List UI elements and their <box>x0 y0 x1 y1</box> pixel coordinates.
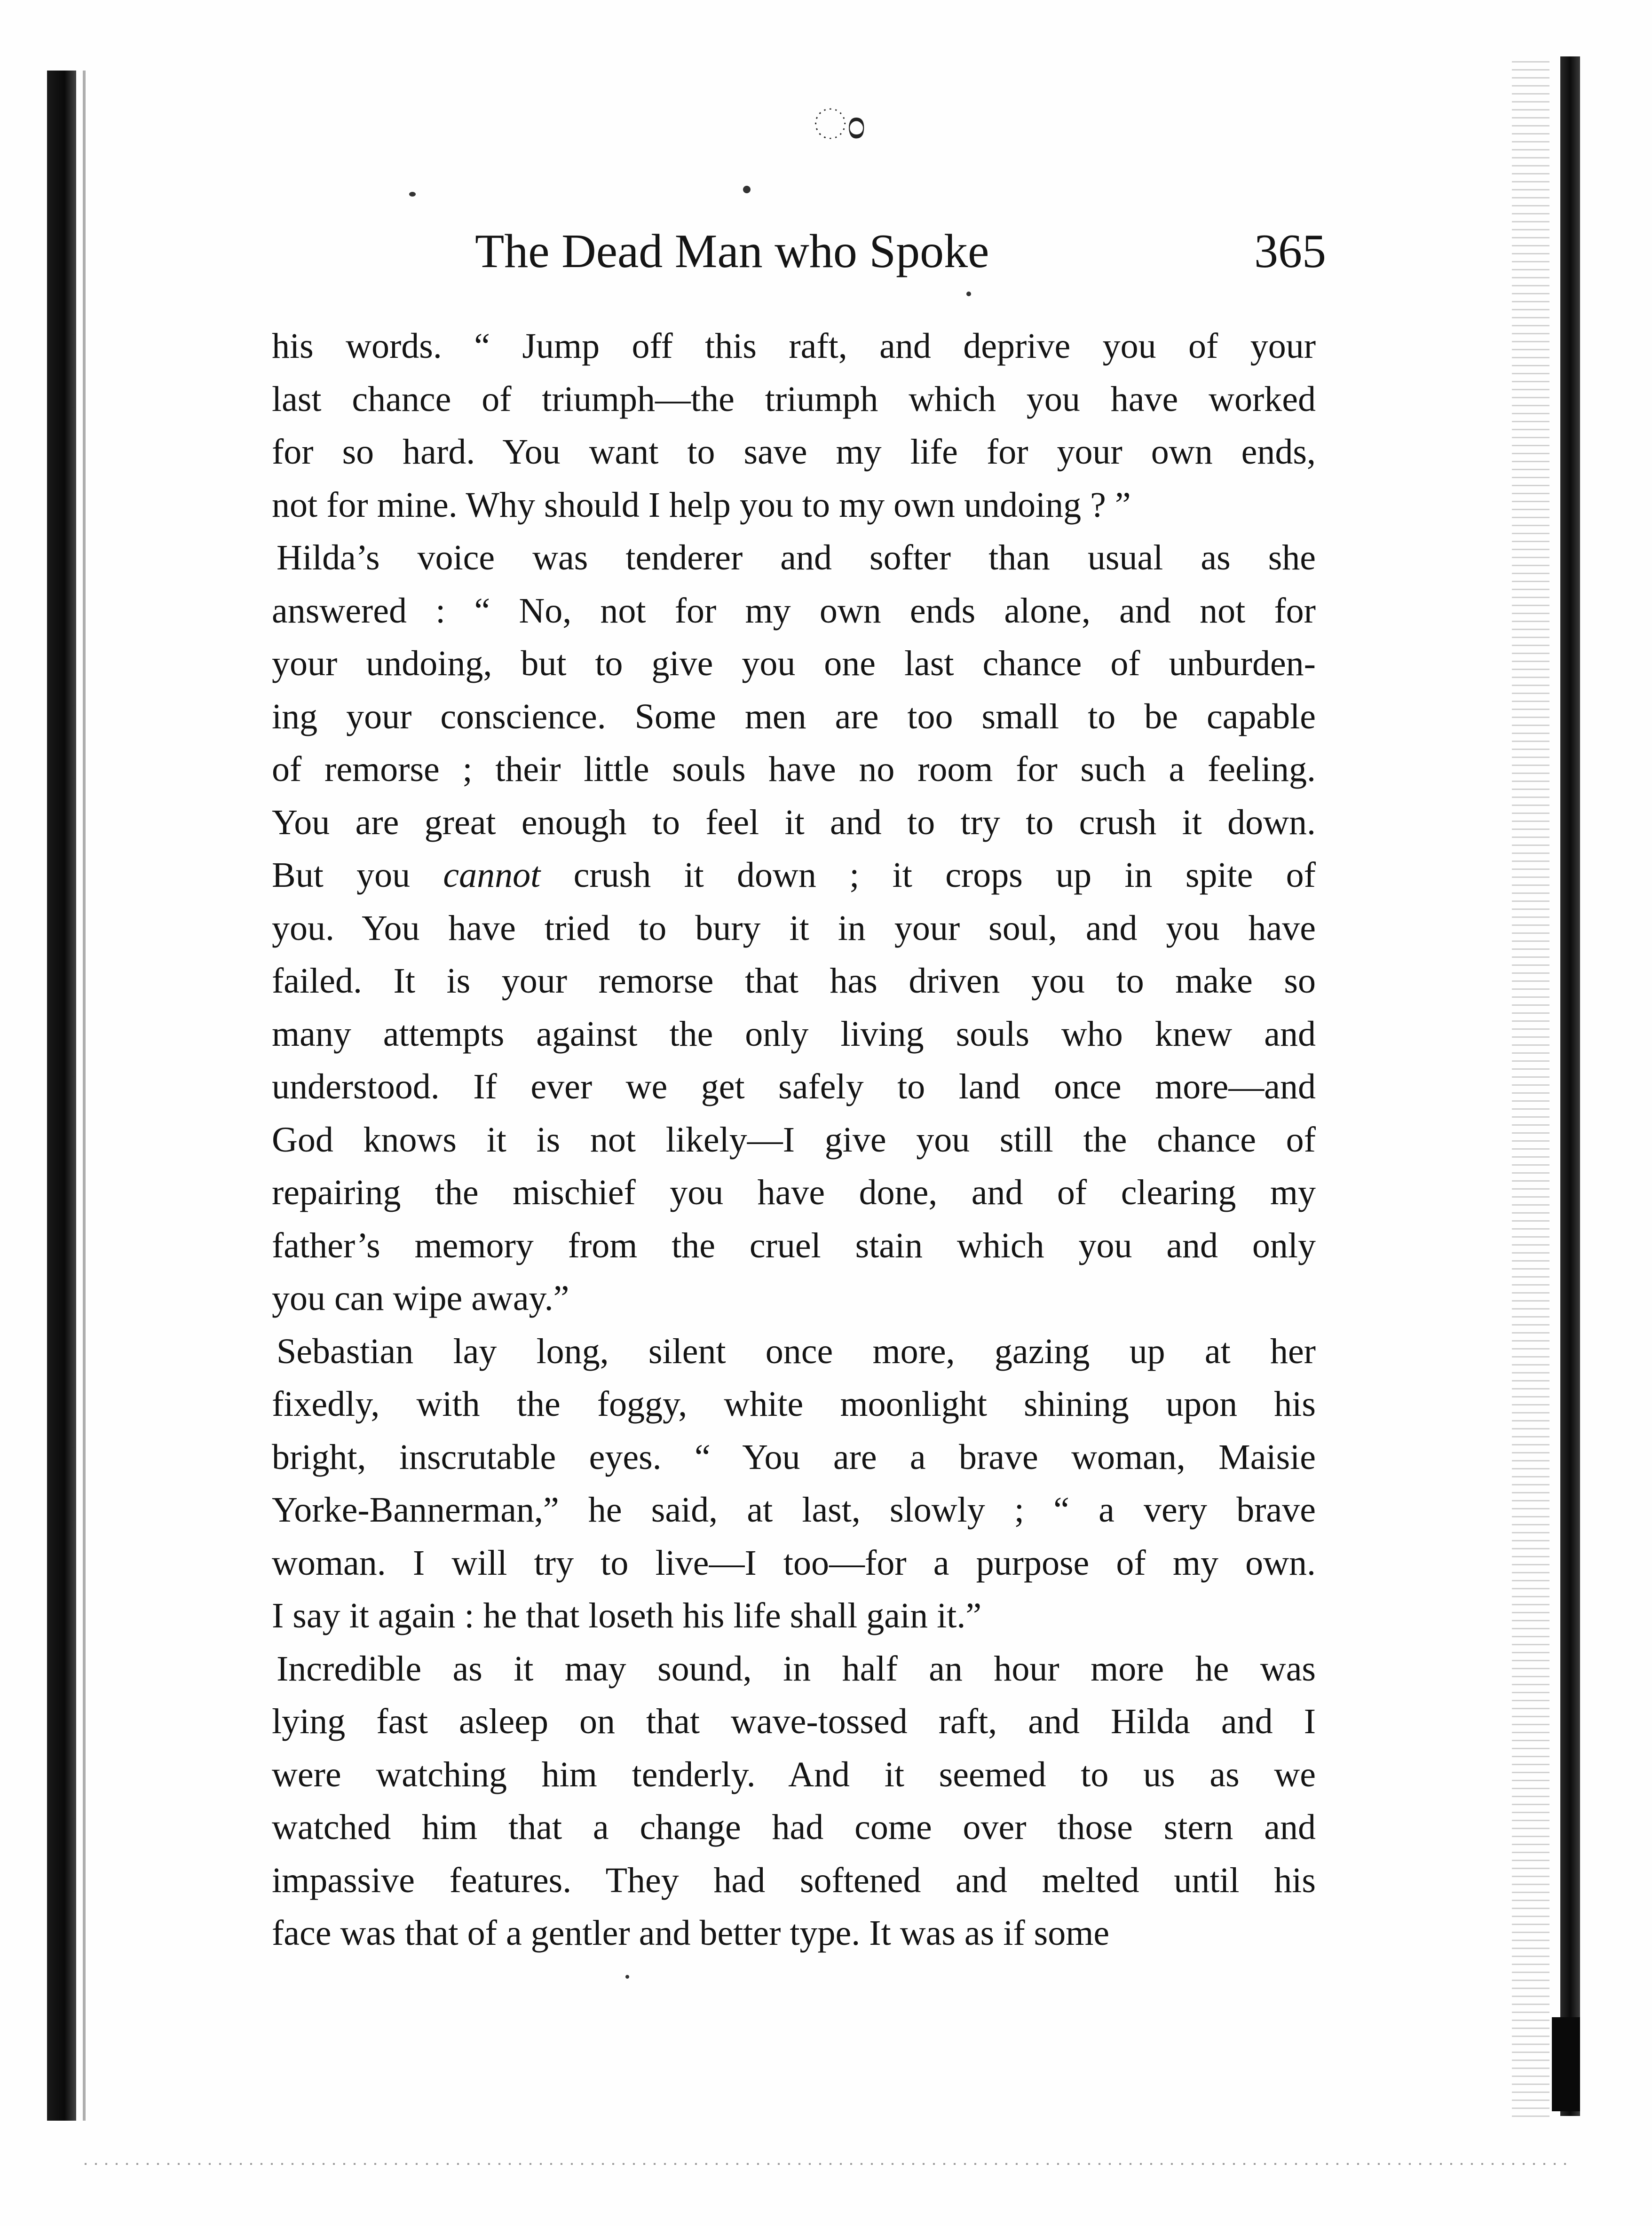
text-line: Yorke-Bannerman,” he said, at last, slowly ; “ a very brave <box>272 1490 1316 1530</box>
text-line: you. You have tried to bury it in your soul, and you have <box>272 908 1316 948</box>
page-edge-right-block <box>1552 2017 1580 2111</box>
body-text <box>272 320 1316 1960</box>
text-line: answered : “ No, not for my own ends alone, and not for <box>272 591 1316 631</box>
running-title: The Dead Man who Spoke <box>475 225 989 278</box>
text-line: bright, inscrutable eyes. “ You are a brave woman, Maisie <box>272 1437 1316 1477</box>
page-edge-right <box>1560 56 1580 2116</box>
text-line: not for mine. Why should I help you to my own undoing ? ” <box>272 485 1131 525</box>
text-line: woman. I will try to live—I too—for a purpose of my own. <box>272 1543 1316 1583</box>
text-line: his words. “ Jump off this raft, and deprive you of your <box>272 326 1316 366</box>
text-line: face was that of a gentler and better type. It was as if some <box>272 1913 1110 1953</box>
binding-line-left <box>83 71 86 2121</box>
running-header <box>475 221 1326 282</box>
text-line: You are great enough to feel it and to try to crush it down. <box>272 802 1316 842</box>
ink-smudge-ornament: ಂ <box>814 101 866 148</box>
text-line: I say it again : he that loseth his life shall gain it.” <box>272 1596 982 1635</box>
scan-noise-right <box>1512 61 1549 2121</box>
ink-speck <box>743 186 751 193</box>
binding-shadow-left <box>47 71 76 2121</box>
text-line: were watching him tenderly. And it seemed to us as we <box>272 1754 1316 1794</box>
page-number: 365 <box>1254 225 1326 278</box>
text-line: last chance of triumph—the triumph which you have worked <box>272 379 1316 419</box>
text-line: ing your conscience. Some men are too small to be capable <box>272 696 1316 736</box>
ink-speck <box>625 1975 629 1979</box>
text-line: for so hard. You want to save my life for your own ends, <box>272 432 1316 472</box>
text-line: you can wipe away.” <box>272 1279 569 1318</box>
text-line: lying fast asleep on that wave-tossed raft, and Hilda and I <box>272 1702 1316 1741</box>
text-line <box>272 849 1316 902</box>
text-line: repairing the mischief you have done, and of clearing my <box>272 1173 1316 1212</box>
text-line: your undoing, but to give you one last chance of unburden- <box>272 644 1316 683</box>
text-line: Incredible as it may sound, in half an hour more he was <box>277 1649 1316 1689</box>
text-line: of remorse ; their little souls have no room for such a feeling. <box>272 750 1316 789</box>
text-line: father’s memory from the cruel stain which you and only <box>272 1225 1316 1265</box>
ink-speck <box>409 192 416 197</box>
text-segment: crush it down ; it crops up in spite of <box>540 855 1316 895</box>
text-line: understood. If ever we get safely to land once more—and <box>272 1067 1316 1106</box>
text-line: many attempts against the only living souls who knew and <box>272 1014 1316 1054</box>
text-line: watched him that a change had come over those stern and <box>272 1808 1316 1847</box>
scan-noise-bottom <box>85 2163 1566 2165</box>
ink-speck <box>966 292 971 296</box>
text-line: God knows it is not likely—I give you still the chance of <box>272 1120 1316 1160</box>
text-line: impassive features. They had softened and melted until his <box>272 1860 1316 1900</box>
italic-emphasis: cannot <box>443 855 541 895</box>
text-segment: But you <box>272 855 443 895</box>
text-line: Hilda’s voice was tenderer and softer than usual as she <box>277 538 1316 577</box>
text-line: fixedly, with the foggy, white moonlight shining upon his <box>272 1384 1316 1424</box>
text-line: failed. It is your remorse that has driven you to make so <box>272 961 1316 1001</box>
text-line: Sebastian lay long, silent once more, gazing up at her <box>277 1331 1316 1371</box>
